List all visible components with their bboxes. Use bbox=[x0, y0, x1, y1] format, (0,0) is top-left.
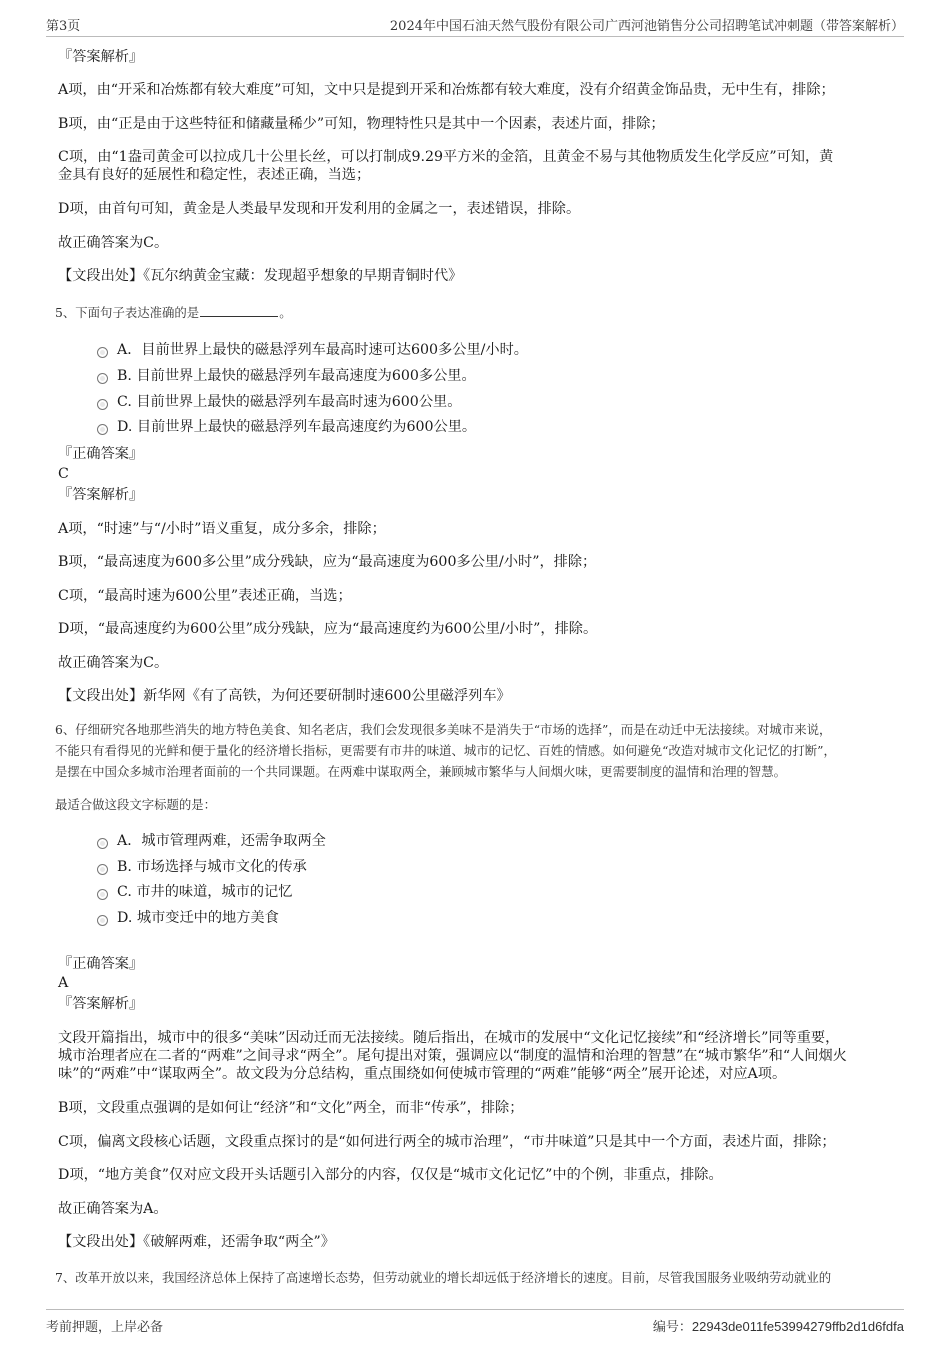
analysis-heading: 『答案解析』 bbox=[58, 49, 144, 65]
source-line: 【文段出处】《瓦尔纳黄金宝藏：发现超乎想象的早期青铜时代》 bbox=[58, 268, 463, 284]
answer-heading: 『正确答案』 bbox=[58, 446, 144, 462]
radio-icon[interactable] bbox=[97, 838, 108, 849]
option-label: B. 市场选择与城市文化的传承 bbox=[117, 859, 307, 875]
question-stem-end: 。 bbox=[279, 305, 292, 320]
passage-line: 不能只有看得见的光鲜和便于量化的经济增长指标，更需要有市井的味道、城市的记忆、百姓的情感。如何避免“改造对城市文化记忆的打断”， bbox=[55, 743, 836, 758]
analysis-line: C项，由“1盎司黄金可以拉成几十公里长丝，可以打制成9.29平方米的金箔，且黄金不易与其他物质发生化学反应”可知，黄 bbox=[58, 149, 834, 165]
option-b[interactable] bbox=[97, 367, 476, 385]
page-header bbox=[46, 12, 904, 37]
question-stem: 7、改革开放以来，我国经济总体上保持了高速增长态势，但劳动就业的增长却远低于经济增长的速度。目前，尽管我国服务业吸纳劳动就业的 bbox=[55, 1270, 832, 1285]
option-d[interactable] bbox=[97, 909, 279, 927]
footer-slogan: 考前押题，上岸必备 bbox=[46, 1320, 164, 1335]
analysis-line: D项，由首句可知，黄金是人类最早发现和开发利用的金属之一，表述错误，排除。 bbox=[58, 201, 581, 217]
serial-label: 编号： bbox=[652, 1320, 692, 1335]
analysis-line: B项，文段重点强调的是如何让“经济”和“文化”两全，而非“传承”，排除； bbox=[58, 1100, 524, 1116]
analysis-heading: 『答案解析』 bbox=[58, 487, 144, 503]
option-d[interactable] bbox=[97, 418, 476, 436]
option-a[interactable] bbox=[97, 341, 528, 359]
option-label: C. 市井的味道，城市的记忆 bbox=[117, 884, 293, 900]
source-line: 【文段出处】新华网《有了高铁，为何还要研制时速600公里磁浮列车》 bbox=[58, 688, 511, 704]
option-label: A．目前世界上最快的磁悬浮列车最高时速可达600多公里/小时。 bbox=[117, 342, 528, 358]
question-stem-text: 5、下面句子表达准确的是 bbox=[55, 305, 200, 320]
question-stem bbox=[55, 302, 900, 323]
serial-value: 22943de011fe53994279ffb2d1d6fdfa bbox=[691, 1319, 904, 1334]
answer-value: A bbox=[58, 975, 69, 991]
conclusion-line: 故正确答案为C。 bbox=[58, 235, 169, 251]
document-serial bbox=[653, 1316, 904, 1335]
conclusion-line: 故正确答案为C。 bbox=[58, 655, 169, 671]
analysis-line: C项，偏离文段核心话题，文段重点探讨的是“如何进行两全的城市治理”，“市井味道”只是其中一个方面，表述片面，排除； bbox=[58, 1134, 836, 1150]
analysis-line: B项，由“正是由于这些特征和储藏量稀少”可知，物理特性只是其中一个因素，表述片面，排除； bbox=[58, 116, 665, 132]
radio-icon[interactable] bbox=[97, 915, 108, 926]
passage-line: 6、仔细研究各地那些消失的地方特色美食、知名老店，我们会发现很多美味不是消失于“市场的选择”，而是在动迁中无法接续。对城市来说， bbox=[55, 722, 832, 737]
page-number: 第3页 bbox=[46, 19, 81, 34]
analysis-paragraph-line: 文段开篇指出，城市中的很多“美味”因动迁而无法接续。随后指出，在城市的发展中“文化记忆接续”和“经济增长”同等重要， bbox=[58, 1030, 840, 1046]
option-label: D. 城市变迁中的地方美食 bbox=[117, 910, 279, 926]
option-label: A．城市管理两难，还需争取两全 bbox=[117, 833, 326, 849]
option-label: B. 目前世界上最快的磁悬浮列车最高速度为600多公里。 bbox=[117, 368, 476, 384]
page-footer bbox=[46, 1309, 904, 1335]
option-label: D. 目前世界上最快的磁悬浮列车最高速度约为600公里。 bbox=[117, 419, 477, 435]
answer-heading: 『正确答案』 bbox=[58, 956, 144, 972]
question-prompt: 最适合做这段文字标题的是： bbox=[55, 797, 217, 812]
radio-icon[interactable] bbox=[97, 864, 108, 875]
analysis-paragraph-line: 味”的“两难”中“谋取两全”。故文段为分总结构，重点围绕如何使城市管理的“两难”能够“两全”展开论述，对应A项。 bbox=[58, 1066, 787, 1082]
analysis-line: D项，“最高速度约为600公里”成分残缺，应为“最高速度约为600公里/小时”，排除。 bbox=[58, 621, 598, 637]
analysis-heading: 『答案解析』 bbox=[58, 996, 144, 1012]
radio-icon[interactable] bbox=[97, 399, 108, 410]
radio-icon[interactable] bbox=[97, 347, 108, 358]
option-a[interactable] bbox=[97, 832, 326, 850]
radio-icon[interactable] bbox=[97, 889, 108, 900]
analysis-line: C项，“最高时速为600公里”表述正确，当选； bbox=[58, 588, 352, 604]
conclusion-line: 故正确答案为A。 bbox=[58, 1201, 168, 1217]
analysis-paragraph-line: 城市治理者应在二者的“两难”之间寻求“两全”。尾句提出对策，强调应以“制度的温情和治理的智慧”在“城市繁华”和“人间烟火 bbox=[58, 1048, 847, 1064]
answer-blank bbox=[200, 304, 278, 317]
analysis-line: B项，“最高速度为600多公里”成分残缺，应为“最高速度为600多公里/小时”，排除； bbox=[58, 554, 597, 570]
source-line: 【文段出处】《破解两难，还需争取“两全”》 bbox=[58, 1234, 335, 1250]
option-c[interactable] bbox=[97, 883, 292, 901]
option-label: C. 目前世界上最快的磁悬浮列车最高时速为600公里。 bbox=[117, 394, 462, 410]
answer-value: C bbox=[58, 466, 69, 482]
analysis-line: A项，“时速”与“/小时”语义重复，成分多余，排除； bbox=[58, 521, 386, 537]
radio-icon[interactable] bbox=[97, 424, 108, 435]
document-title: 2024年中国石油天然气股份有限公司广西河池销售分公司招聘笔试冲刺题（带答案解析） bbox=[389, 19, 904, 34]
passage-line: 是摆在中国众多城市治理者面前的一个共同课题。在两难中谋取两全，兼顾城市繁华与人间烟火味，更需要制度的温情和治理的智慧。 bbox=[55, 764, 787, 779]
option-c[interactable] bbox=[97, 393, 461, 411]
radio-icon[interactable] bbox=[97, 373, 108, 384]
option-b[interactable] bbox=[97, 858, 307, 876]
analysis-line: A项，由“开采和冶炼都有较大难度”可知，文中只是提到开采和冶炼都有较大难度，没有介绍黄金饰品贵，无中生有，排除； bbox=[58, 82, 835, 98]
analysis-line: D项，“地方美食”仅对应文段开头话题引入部分的内容，仅仅是“城市文化记忆”中的个例，非重点，排除。 bbox=[58, 1167, 723, 1183]
analysis-line: 金具有良好的延展性和稳定性，表述正确，当选； bbox=[58, 167, 371, 183]
